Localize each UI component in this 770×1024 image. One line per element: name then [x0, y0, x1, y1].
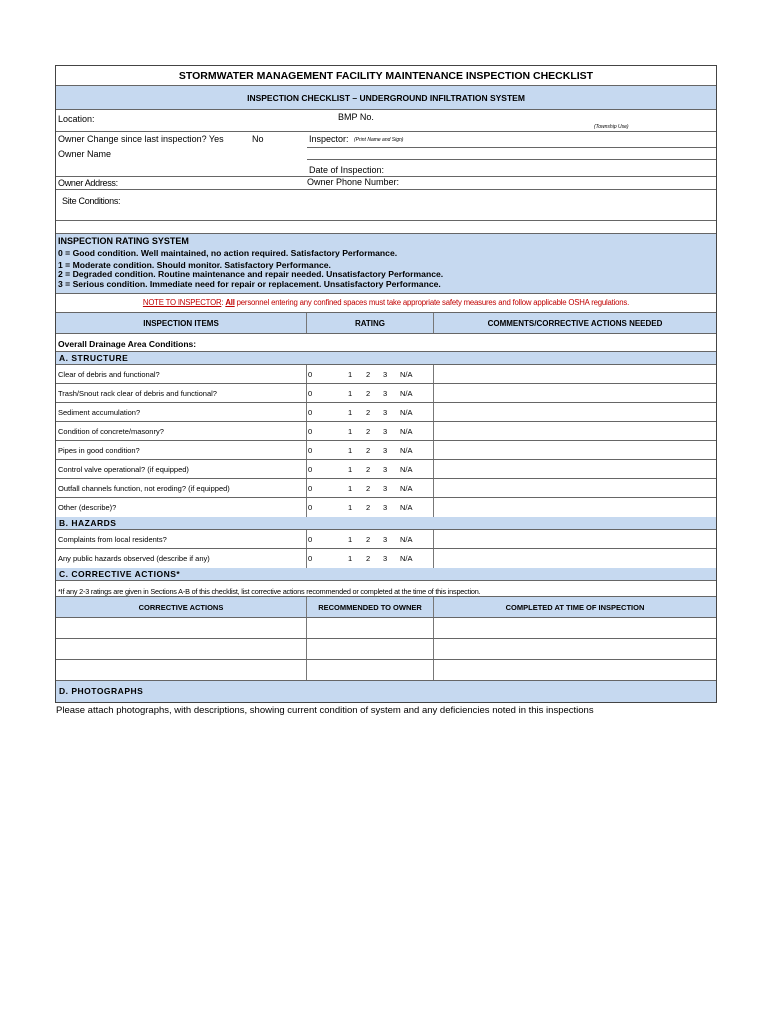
inspection-item-label: Complaints from local residents?	[56, 530, 307, 548]
owner-name-label: Owner Name	[58, 149, 112, 159]
rating-option[interactable]: N/A	[400, 503, 413, 512]
rating-option[interactable]: N/A	[400, 535, 413, 544]
rating-option[interactable]: 2	[366, 503, 371, 512]
rating-options	[307, 403, 434, 421]
rating-option[interactable]: 0	[308, 389, 313, 398]
rating-option[interactable]: 0	[308, 370, 313, 379]
inspection-item-label: Clear of debris and functional?	[56, 365, 307, 383]
site-conditions-line-1	[56, 208, 716, 221]
location-row	[56, 110, 716, 132]
owner-address-row	[56, 177, 716, 190]
rating-option[interactable]: N/A	[400, 446, 413, 455]
inspection-item-row	[56, 422, 716, 441]
rating-option[interactable]: 2	[366, 427, 371, 436]
rating-option[interactable]: 2	[366, 446, 371, 455]
inspection-item-row	[56, 403, 716, 422]
rating-line-0: 0 = Good condition. Well maintained, no action required. Satisfactory Performance.	[58, 248, 398, 258]
inspector-note: NOTE TO INSPECTOR: All personnel entering any confined spaces must take appropriate safety measures and follow applicable OSHA regulations.	[56, 294, 716, 313]
rating-option[interactable]: N/A	[400, 408, 413, 417]
corrective-row	[56, 660, 716, 681]
section-a-title: A. STRUCTURE	[56, 352, 716, 365]
inspection-item-label: Any public hazards observed (describe if any)	[56, 549, 307, 568]
header-recommended-owner: RECOMMENDED TO OWNER	[307, 597, 434, 617]
location-label: Location:	[58, 114, 95, 124]
inspection-item-row	[56, 530, 716, 549]
rating-options	[307, 422, 434, 440]
rating-option[interactable]: 3	[383, 484, 388, 493]
rating-option[interactable]: N/A	[400, 465, 413, 474]
note-label: NOTE TO INSPECTOR	[142, 298, 222, 307]
inspection-item-row	[56, 441, 716, 460]
inspection-item-row	[56, 460, 716, 479]
rating-option[interactable]: 1	[348, 554, 353, 563]
rating-option[interactable]: 1	[348, 389, 353, 398]
rating-option[interactable]: 3	[383, 389, 388, 398]
rating-option[interactable]: N/A	[400, 484, 413, 493]
rating-options	[307, 365, 434, 383]
section-d-title: D. PHOTOGRAPHS	[56, 681, 716, 702]
section-c-note: *If any 2-3 ratings are given in Sections A-B of this checklist, list corrective actions recommended or completed at the time of this inspection.	[56, 581, 716, 597]
form-subtitle: INSPECTION CHECKLIST – UNDERGROUND INFILTRATION SYSTEM	[56, 86, 716, 110]
print-name-note: (Print Name and Sign)	[354, 137, 404, 143]
rating-option[interactable]: 2	[366, 484, 371, 493]
rating-option[interactable]: N/A	[400, 389, 413, 398]
rating-option[interactable]: 2	[366, 408, 371, 417]
comments-cell[interactable]	[434, 479, 716, 497]
rating-option[interactable]: 0	[308, 503, 313, 512]
rating-line-1: 1 = Moderate condition. Should monitor. Satisfactory Performance.	[58, 259, 331, 270]
inspector-label: Inspector:	[309, 134, 349, 144]
site-conditions-label: Site Conditions:	[62, 196, 121, 206]
inspection-item-label: Sediment accumulation?	[56, 403, 307, 421]
rating-options	[307, 549, 434, 568]
rating-options	[307, 460, 434, 478]
rating-options	[307, 530, 434, 548]
comments-cell[interactable]	[434, 498, 716, 517]
rating-option[interactable]: 2	[366, 554, 371, 563]
township-use-note: (Township Use)	[594, 124, 629, 130]
rating-option[interactable]: 2	[366, 370, 371, 379]
inspection-item-label: Outfall channels function, not eroding? (if equipped)	[56, 479, 307, 497]
rating-option[interactable]: 0	[308, 535, 313, 544]
form-title: STORMWATER MANAGEMENT FACILITY MAINTENANCE INSPECTION CHECKLIST	[56, 66, 716, 86]
inspection-form	[55, 65, 717, 703]
rating-option[interactable]: 3	[383, 408, 388, 417]
inspection-item-label: Trash/Snout rack clear of debris and functional?	[56, 384, 307, 402]
inspection-item-label: Other (describe)?	[56, 498, 307, 517]
section-c-title: C. CORRECTIVE ACTIONS*	[56, 568, 716, 581]
rating-option[interactable]: 1	[348, 465, 353, 474]
rating-option[interactable]: 3	[383, 554, 388, 563]
note-text: personnel entering any confined spaces must take appropriate safety measures and follow applicable OSHA regulations.	[234, 298, 630, 307]
comments-cell[interactable]	[434, 460, 716, 478]
rating-option[interactable]: 1	[348, 427, 353, 436]
note-all: All	[225, 298, 235, 307]
header-completed-inspection: COMPLETED AT TIME OF INSPECTION	[505, 603, 645, 612]
rating-line-2: 2 = Degraded condition. Routine maintenance and repair needed. Unsatisfactory Performance.	[58, 269, 444, 280]
rating-options	[307, 384, 434, 402]
comments-cell[interactable]	[434, 549, 716, 568]
owner-phone-label: Owner Phone Number:	[307, 177, 400, 187]
inspection-item-row	[56, 498, 716, 517]
rating-options	[307, 441, 434, 459]
rating-option[interactable]: 3	[383, 503, 388, 512]
owner-change-no: No	[252, 134, 264, 144]
rating-options	[307, 498, 434, 517]
rating-option[interactable]: 0	[308, 484, 313, 493]
rating-option[interactable]: 3	[383, 465, 388, 474]
comments-cell[interactable]	[434, 441, 716, 459]
inspection-item-label: Condition of concrete/masonry?	[56, 422, 307, 440]
section-a-items	[56, 365, 716, 517]
rating-option[interactable]: 0	[308, 408, 313, 417]
section-b-title: B. HAZARDS	[56, 517, 716, 530]
rating-option[interactable]: 1	[348, 535, 353, 544]
rating-option[interactable]: 0	[308, 446, 313, 455]
rating-option[interactable]: N/A	[400, 370, 413, 379]
inspection-item-row	[56, 365, 716, 384]
rating-line-3: 3 = Serious condition. Immediate need for repair or replacement. Unsatisfactory Performance.	[58, 278, 441, 289]
comments-cell[interactable]	[434, 403, 716, 421]
inspection-item-label: Control valve operational? (if equipped)	[56, 460, 307, 478]
owner-change-row	[56, 132, 716, 147]
header-corrective-actions: CORRECTIVE ACTIONS	[56, 597, 307, 617]
comments-cell[interactable]	[434, 422, 716, 440]
site-conditions-row	[56, 190, 716, 208]
rating-option[interactable]: 1	[348, 370, 353, 379]
rating-option[interactable]: 2	[366, 389, 371, 398]
rating-option[interactable]: 2	[366, 535, 371, 544]
rating-option[interactable]: N/A	[400, 554, 413, 563]
rating-option[interactable]: 1	[348, 408, 353, 417]
rating-system-box	[56, 234, 716, 294]
bmp-no-label: BMP No.	[338, 112, 374, 122]
inspection-item-label: Pipes in good condition?	[56, 441, 307, 459]
photo-note: Please attach photographs, with descriptions, showing current condition of system and any deficiencies noted in this inspections	[56, 705, 594, 716]
inspection-item-row	[56, 479, 716, 498]
rating-options	[307, 479, 434, 497]
rating-option[interactable]: 3	[383, 370, 388, 379]
rating-system-heading: INSPECTION RATING SYSTEM	[58, 236, 189, 246]
rating-option[interactable]: 0	[308, 427, 313, 436]
overall-drainage-row: Overall Drainage Area Conditions:	[56, 334, 716, 352]
corrective-row	[56, 639, 716, 660]
owner-address-label: Owner Address:	[58, 178, 118, 188]
corrective-row	[56, 618, 716, 639]
rating-option[interactable]: 1	[348, 503, 353, 512]
inspection-item-row	[56, 384, 716, 403]
rating-option[interactable]: 1	[348, 484, 353, 493]
site-conditions-line-2	[56, 221, 716, 234]
owner-name-row	[56, 147, 716, 177]
rating-option[interactable]: 3	[383, 427, 388, 436]
inspection-item-row	[56, 549, 716, 568]
rating-option[interactable]: 3	[383, 446, 388, 455]
rating-option[interactable]: 3	[383, 535, 388, 544]
comments-cell[interactable]	[434, 365, 716, 383]
section-b-items	[56, 530, 716, 568]
comments-cell[interactable]	[434, 530, 716, 548]
table-header	[56, 313, 716, 334]
rating-option[interactable]: 1	[348, 446, 353, 455]
rating-option[interactable]: 0	[308, 465, 313, 474]
rating-option[interactable]: 0	[308, 554, 313, 563]
owner-change-label: Owner Change since last inspection? Yes	[58, 134, 224, 144]
rating-option[interactable]: 2	[366, 465, 371, 474]
corrective-header	[56, 597, 716, 618]
header-inspection-items: INSPECTION ITEMS	[56, 313, 307, 333]
comments-cell[interactable]	[434, 384, 716, 402]
header-rating: RATING	[307, 313, 434, 333]
rating-option[interactable]: N/A	[400, 427, 413, 436]
header-comments: COMMENTS/CORRECTIVE ACTIONS NEEDED	[487, 319, 663, 328]
date-of-inspection-label: Date of Inspection:	[309, 165, 385, 175]
